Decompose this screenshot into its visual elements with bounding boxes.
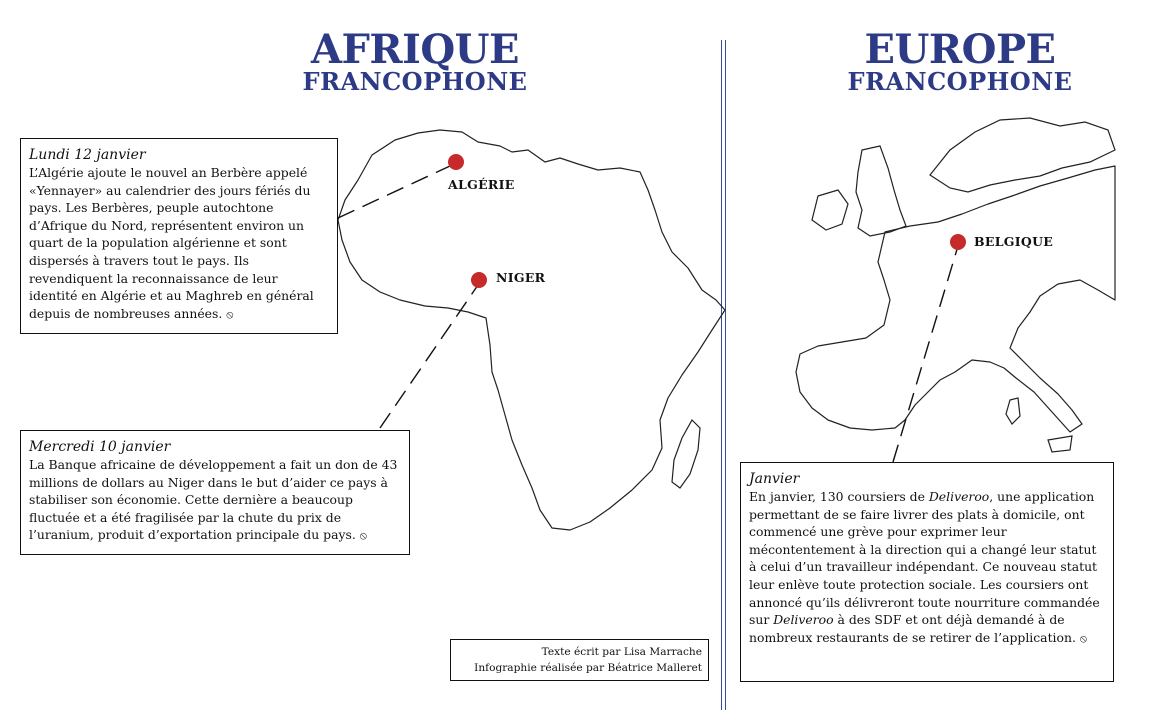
belgique-leader-line — [893, 246, 958, 462]
africa-subtitle: FRANCOPHONE — [302, 67, 528, 96]
algeria-date: Lundi 12 janvier — [29, 147, 146, 163]
sardinia-map — [1006, 398, 1020, 424]
algeria-text: L’Algérie ajoute le nouvel an Berbère appelé «Yennayer» au calendrier des jours fériés du pays. Les Berbères, peuple autochtone d’Afrique du Nord, représentent environ un quart de la population algérienne et sont dispersés à travers tout le pays. Ils revendiquent la reconnaissance de leur identité en Algérie et au Maghreb en général depuis de nombreuses années. — [29, 165, 314, 321]
europe-subtitle: FRANCOPHONE — [847, 67, 1073, 96]
belgique-text-before: En janvier, 130 coursiers de — [749, 489, 929, 504]
belgique-text-after: à des SDF et ont déjà demandé à de nombreux restaurants de se retirer de l’application. — [749, 612, 1076, 645]
madagascar-map — [672, 420, 700, 488]
label-belgique: BELGIQUE — [974, 234, 1054, 249]
algeria-text-paragraph — [29, 164, 329, 323]
algeria-leader-line — [338, 166, 450, 218]
ireland-map — [812, 190, 848, 230]
belgique-news-box — [740, 462, 1114, 682]
sicily-map — [1048, 436, 1072, 452]
end-mark-icon: ⦸ — [1079, 631, 1088, 645]
label-algerie: ALGÉRIE — [448, 177, 515, 192]
belgique-text-middle: , une application permettant de se faire livrer des plats à domicile, ont commencé une grève pour exprimer leur mécontentement à la direction qui a changé leur statut à celui d’un travailleur indépendant. Ce nouveau statut leur enlève toute protection sociale. Les coursiers ont annoncé qu’ils délivreront toute nourriture commandée sur — [749, 489, 1100, 628]
europe-title: EUROPE — [864, 26, 1056, 73]
label-niger: NIGER — [496, 270, 546, 285]
belgique-date: Janvier — [749, 471, 800, 487]
africa-title: AFRIQUE — [310, 26, 520, 73]
belgique-marker — [950, 234, 966, 250]
niger-text-paragraph — [29, 456, 401, 545]
scandinavia-map — [930, 118, 1115, 192]
europe-mainland-map — [796, 166, 1115, 432]
algeria-news-box — [20, 138, 338, 334]
algeria-marker — [448, 154, 464, 170]
niger-marker — [471, 272, 487, 288]
credits-author: Texte écrit par Lisa Marrache — [541, 646, 702, 658]
niger-news-box — [20, 430, 410, 555]
end-mark-icon: ⦸ — [226, 307, 234, 321]
app-name: Deliveroo — [928, 489, 990, 504]
great-britain-map — [856, 146, 906, 236]
niger-text: La Banque africaine de développement a fait un don de 43 millions de dollars au Niger dans le but d’aider ce pays à stabiliser son économie. Cette dernière a beaucoup fluctuée et a été fragilisée par la chute du prix de l’uranium, produit d’exportation principale du pays. — [29, 457, 398, 543]
belgique-text-paragraph — [749, 488, 1105, 647]
credits-box — [450, 639, 709, 681]
credits-infographic: Infographie réalisée par Béatrice Malleret — [474, 662, 702, 674]
app-name-2: Deliveroo — [773, 612, 834, 628]
end-mark-icon: ⦸ — [359, 529, 367, 543]
niger-date: Mercredi 10 janvier — [29, 439, 171, 455]
